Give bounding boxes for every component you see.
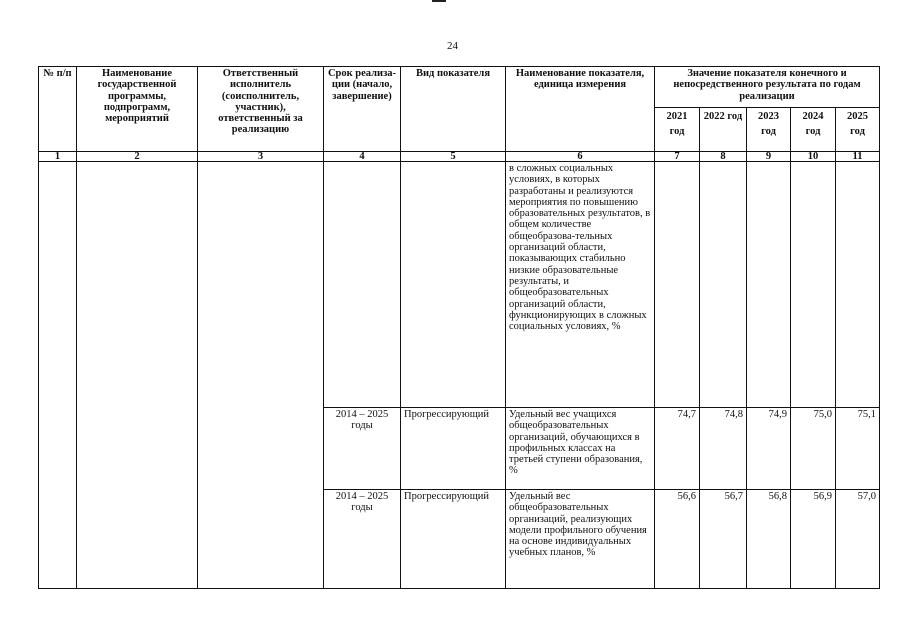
column-number: 10 [791, 152, 836, 162]
header-kind: Вид показателя [401, 67, 506, 152]
column-number: 1 [39, 152, 77, 162]
column-number: 6 [506, 152, 655, 162]
cell-value [747, 162, 791, 408]
cell-period: 2014 – 2025 годы [324, 408, 401, 490]
cell-value: 74,7 [655, 408, 700, 490]
cell-value [836, 162, 880, 408]
cell-value: 56,8 [747, 490, 791, 589]
cell-value: 56,9 [791, 490, 836, 589]
column-number: 7 [655, 152, 700, 162]
cell-indicator: Удельный вес учащихся общеобразовательных организаций, обучающихся в профильных классах на третьей ступени образования, % [506, 408, 655, 490]
cell-kind: Прогрессирующий [401, 408, 506, 490]
cell-value: 57,0 [836, 490, 880, 589]
header-year: 2021 год [655, 108, 700, 152]
cell-value: 56,6 [655, 490, 700, 589]
cell-value: 74,8 [700, 408, 747, 490]
cell-kind: Прогрессирующий [401, 490, 506, 589]
header-indicator: Наименование показателя, единица измерения [506, 67, 655, 152]
header-period: Срок реализа-ции (начало, завершение) [324, 67, 401, 152]
table-row [39, 162, 880, 408]
cell-period: 2014 – 2025 годы [324, 490, 401, 589]
cell-value: 74,9 [747, 408, 791, 490]
program-indicators-table [38, 66, 880, 589]
cell-kind [401, 162, 506, 408]
cell-executor-empty [198, 162, 324, 589]
cell-num-empty [39, 162, 77, 589]
column-numbers-row [39, 152, 880, 162]
column-number: 2 [77, 152, 198, 162]
cell-name-empty [77, 162, 198, 589]
header-year: 2024 год [791, 108, 836, 152]
top-edge-mark [432, 0, 446, 2]
header-name: Наименование государственной программы, подпрограмм, мероприятий [77, 67, 198, 152]
cell-value: 56,7 [700, 490, 747, 589]
header-executor: Ответственный исполнитель (соисполнитель, участник), ответственный за реализацию [198, 67, 324, 152]
column-number: 8 [700, 152, 747, 162]
header-num: № п/п [39, 67, 77, 152]
header-year: 2023 год [747, 108, 791, 152]
column-number: 5 [401, 152, 506, 162]
column-number: 4 [324, 152, 401, 162]
column-number: 3 [198, 152, 324, 162]
header-year: 2022 год [700, 108, 747, 152]
cell-value: 75,0 [791, 408, 836, 490]
header-values-group: Значение показателя конечного и непосредственного результата по годам реализации [655, 67, 880, 108]
page-number: 24 [447, 40, 458, 52]
cell-value [791, 162, 836, 408]
column-number: 9 [747, 152, 791, 162]
header-year: 2025 год [836, 108, 880, 152]
cell-value [655, 162, 700, 408]
cell-value [700, 162, 747, 408]
column-number: 11 [836, 152, 880, 162]
cell-indicator: в сложных социальных условиях, в которых разработаны и реализуются мероприятия по повышению образовательных результатов, в общем количестве общеобразова-тельных организаций области, показывающих стабильно низкие образовательные результаты, и общеобразовательных организаций области, функционирующих в сложных социальных условиях, % [506, 162, 655, 408]
cell-value: 75,1 [836, 408, 880, 490]
cell-indicator: Удельный вес общеобразовательных организаций, реализующих модели профильного обучения на основе индивидуальных учебных планов, % [506, 490, 655, 589]
cell-period [324, 162, 401, 408]
